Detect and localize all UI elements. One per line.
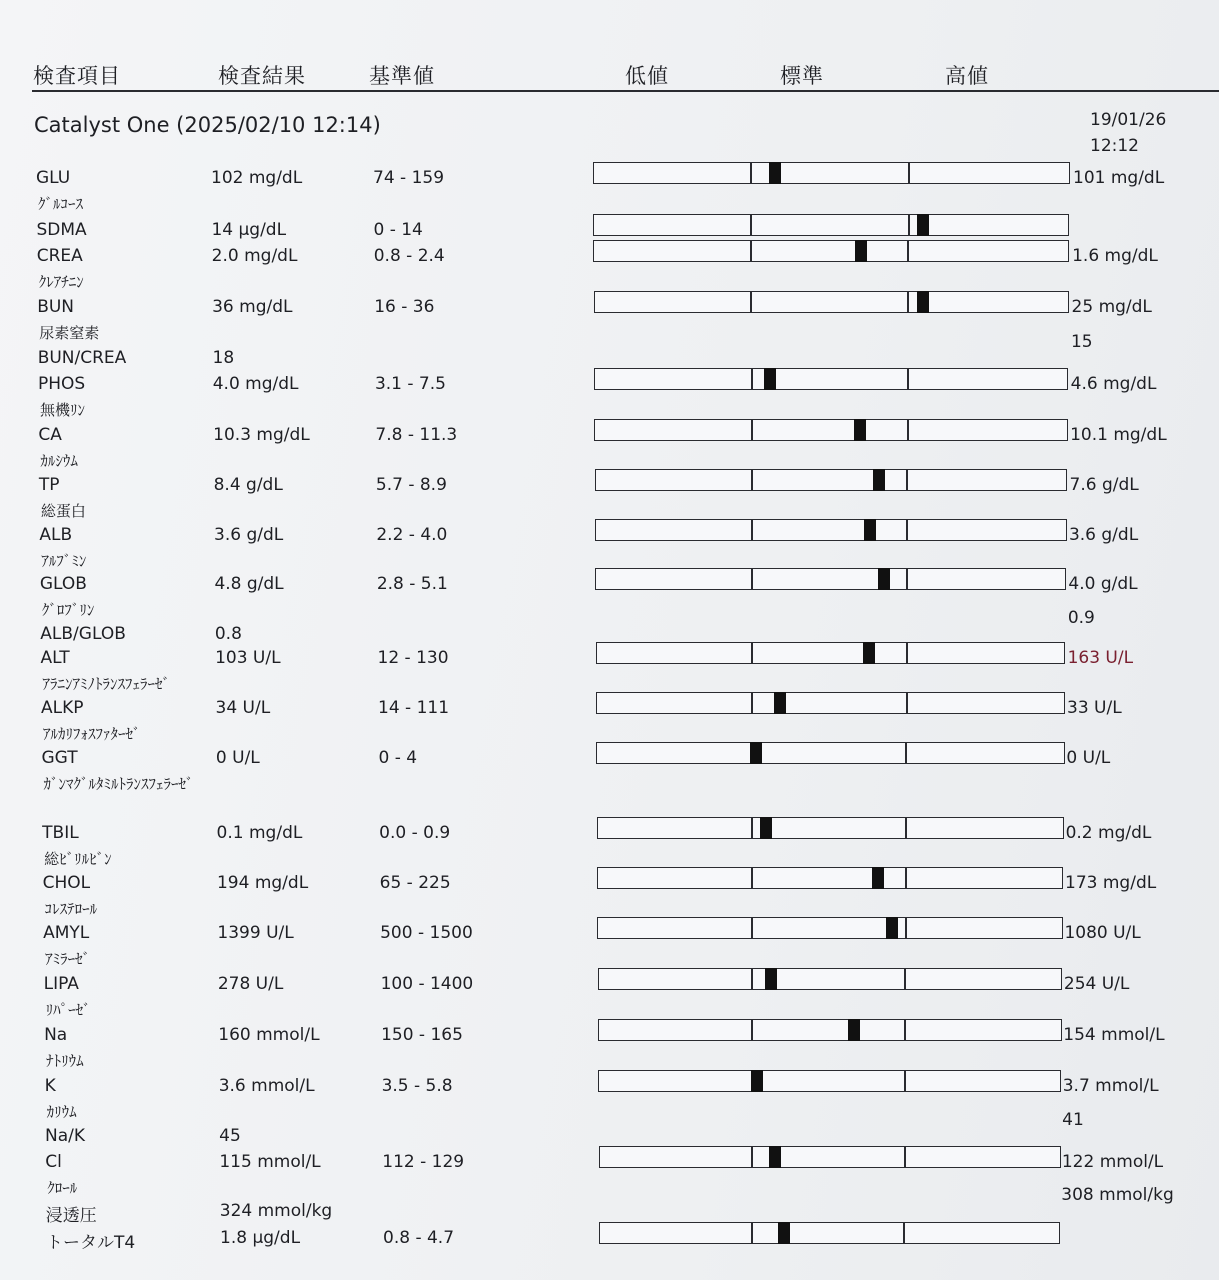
reference-range: 0 - 4 (378, 748, 418, 768)
previous-result: 3.6 g/dL (1068, 525, 1139, 545)
range-divider (751, 692, 753, 714)
reference-range: 74 - 159 (373, 168, 445, 188)
range-divider (904, 968, 906, 990)
test-code: AMYL (43, 923, 90, 943)
test-code: GGT (41, 748, 78, 768)
reference-range: 16 - 36 (374, 297, 435, 317)
test-code: BUN (37, 297, 75, 317)
test-result: 278 U/L (217, 974, 284, 994)
test-code: LIPA (43, 974, 79, 994)
range-divider (906, 469, 908, 491)
reference-range: 150 - 165 (381, 1025, 463, 1045)
range-bar (599, 1222, 1060, 1244)
test-code: BUN/CREA (37, 348, 127, 368)
range-divider (751, 1019, 753, 1041)
range-bar (598, 1019, 1062, 1041)
test-result: 324 mmol/kg (219, 1201, 333, 1221)
test-name-jp: ｶﾘｳﾑ (46, 1103, 77, 1121)
test-name-jp: ｱﾙｶﾘﾌｫｽﾌｧﾀｰｾﾞ (43, 725, 141, 743)
previous-result: 7.6 g/dL (1069, 475, 1139, 495)
range-bar (594, 368, 1068, 390)
header-range: 基準値 (369, 64, 435, 88)
test-result: 10.3 mg/dL (213, 425, 310, 445)
previous-date: 19/01/26 (1090, 110, 1167, 130)
reference-range: 112 - 129 (382, 1152, 465, 1172)
test-result: 18 (212, 348, 235, 368)
range-divider (750, 240, 752, 262)
range-bar (598, 1070, 1061, 1092)
test-code: Cl (45, 1152, 62, 1172)
range-bar (598, 968, 1063, 990)
range-divider (907, 240, 909, 262)
test-result: 45 (219, 1126, 241, 1146)
reference-range: 2.8 - 5.1 (376, 574, 448, 594)
test-code: CHOL (42, 873, 91, 893)
test-name-jp: ｶﾙｼｳﾑ (40, 452, 78, 470)
result-marker (863, 642, 875, 664)
range-divider (751, 568, 753, 590)
test-code: CREA (36, 246, 83, 266)
result-marker (848, 1019, 860, 1041)
test-name-jp: ｸﾚｱﾁﾆﾝ (38, 273, 84, 291)
range-divider (906, 568, 908, 590)
range-bar (597, 917, 1063, 939)
result-marker (917, 214, 929, 236)
test-result: 0.8 (214, 624, 242, 644)
range-divider (751, 867, 753, 889)
range-bar (593, 162, 1070, 184)
analyzer-title: Catalyst One (2025/02/10 12:14) (34, 113, 381, 137)
reference-range: 0.8 - 2.4 (373, 246, 445, 266)
previous-result: 25 mg/dL (1071, 297, 1152, 317)
previous-result: 0.9 (1067, 608, 1095, 628)
test-name-jp: ｺﾚｽﾃﾛｰﾙ (44, 900, 98, 918)
result-marker (878, 568, 890, 590)
test-name-jp: 尿素窒素 (39, 324, 100, 342)
range-divider (751, 1146, 753, 1168)
previous-result: 163 U/L (1067, 648, 1134, 668)
range-divider (751, 419, 753, 441)
test-result: 14 µg/dL (211, 220, 287, 240)
previous-time: 12:12 (1090, 136, 1139, 156)
range-divider (906, 692, 908, 714)
result-marker (765, 968, 777, 990)
range-divider (751, 917, 753, 939)
result-marker (778, 1222, 790, 1244)
header-low: 低値 (625, 64, 669, 88)
test-name-jp: 無機ﾘﾝ (39, 401, 85, 419)
test-code: Na/K (45, 1126, 86, 1146)
range-divider (907, 419, 909, 441)
test-name-jp: ｸﾞﾙｺｰｽ (38, 195, 84, 213)
test-name-jp: ｱﾐﾗｰｾﾞ (45, 950, 91, 968)
previous-result: 154 mmol/L (1063, 1025, 1165, 1045)
range-bar (593, 240, 1069, 262)
range-divider (904, 1146, 906, 1168)
range-bar (595, 568, 1066, 590)
range-divider (908, 214, 910, 236)
previous-result: 15 (1070, 332, 1093, 352)
range-divider (905, 867, 907, 889)
test-name-jp: 総蛋白 (40, 502, 86, 520)
test-result: 4.0 mg/dL (212, 374, 299, 394)
reference-range: 14 - 111 (378, 698, 450, 718)
header-item: 検査項目 (33, 64, 121, 88)
reference-range: 7.8 - 11.3 (375, 425, 458, 445)
result-marker (886, 917, 898, 939)
previous-result: 254 U/L (1063, 974, 1130, 994)
range-divider (908, 162, 910, 184)
test-code: GLOB (39, 574, 87, 594)
header-normal: 標準 (780, 64, 824, 88)
previous-result: 0 U/L (1066, 748, 1111, 768)
test-result: 3.6 mmol/L (218, 1076, 315, 1096)
test-result: 194 mg/dL (216, 873, 309, 893)
reference-range: 0.8 - 4.7 (383, 1228, 455, 1248)
range-divider (750, 214, 752, 236)
previous-result: 41 (1062, 1110, 1084, 1130)
previous-result: 3.7 mmol/L (1062, 1076, 1159, 1096)
test-name-jp: 総ﾋﾞﾘﾙﾋﾞﾝ (44, 850, 112, 868)
reference-range: 3.1 - 7.5 (374, 374, 446, 394)
range-bar (597, 867, 1063, 889)
test-code: 浸透圧 (45, 1206, 97, 1226)
test-result: 34 U/L (215, 698, 271, 718)
result-marker (855, 240, 867, 262)
header-result: 検査結果 (218, 64, 306, 88)
reference-range: 0 - 14 (373, 220, 423, 240)
test-name-jp: ｸﾞﾛﾌﾞﾘﾝ (41, 601, 95, 619)
test-result: 4.8 g/dL (214, 574, 284, 594)
range-bar (594, 291, 1069, 313)
test-result: 160 mmol/L (218, 1025, 320, 1045)
reference-range: 0.0 - 0.9 (379, 823, 451, 843)
range-divider (750, 291, 752, 313)
previous-result: 33 U/L (1067, 698, 1122, 718)
range-bar (594, 419, 1067, 441)
range-bar (593, 214, 1069, 236)
test-code: ALT (40, 648, 70, 668)
test-code: TP (38, 475, 60, 495)
previous-result: 1.6 mg/dL (1072, 246, 1158, 266)
range-divider (907, 368, 909, 390)
range-divider (751, 817, 753, 839)
test-result: 115 mmol/L (219, 1152, 321, 1172)
previous-result: 1080 U/L (1064, 923, 1141, 943)
test-code: CA (38, 425, 62, 445)
range-bar (596, 692, 1065, 714)
previous-result: 122 mmol/L (1061, 1152, 1164, 1172)
range-divider (907, 291, 909, 313)
reference-range: 65 - 225 (379, 873, 451, 893)
test-code: トータルT4 (46, 1233, 136, 1253)
result-marker (854, 419, 866, 441)
range-divider (906, 519, 908, 541)
result-marker (769, 162, 781, 184)
test-result: 1399 U/L (217, 923, 294, 943)
range-divider (905, 817, 907, 839)
result-marker (873, 469, 885, 491)
test-result: 8.4 g/dL (213, 475, 283, 495)
test-code: ALB (39, 525, 73, 545)
header-rule (32, 90, 1219, 92)
previous-result: 173 mg/dL (1065, 873, 1157, 893)
test-result: 3.6 g/dL (214, 525, 284, 545)
test-result: 1.8 µg/dL (220, 1228, 301, 1248)
test-result: 103 U/L (215, 648, 281, 668)
test-result: 0 U/L (215, 748, 260, 768)
test-name-jp: ｱﾗﾆﾝｱﾐﾉﾄﾗﾝｽﾌｪﾗｰｾﾞ (42, 675, 171, 693)
range-divider (751, 519, 753, 541)
test-name-jp: ﾅﾄﾘｳﾑ (46, 1052, 84, 1070)
reference-range: 500 - 1500 (380, 923, 473, 943)
result-marker (760, 817, 772, 839)
reference-range: 100 - 1400 (380, 974, 474, 994)
result-marker (769, 1146, 781, 1168)
reference-range: 2.2 - 4.0 (376, 525, 448, 545)
result-marker (750, 742, 762, 764)
test-result: 0.1 mg/dL (216, 823, 303, 843)
range-divider (904, 1019, 906, 1041)
range-bar (596, 742, 1064, 764)
test-code: ALKP (41, 698, 84, 718)
previous-result: 4.0 g/dL (1068, 574, 1138, 594)
range-bar (596, 642, 1066, 664)
reference-range: 5.7 - 8.9 (375, 475, 447, 495)
previous-result: 4.6 mg/dL (1070, 374, 1157, 394)
previous-result: 308 mmol/kg (1061, 1185, 1174, 1205)
test-code: GLU (36, 168, 71, 188)
previous-result: 101 mg/dL (1073, 168, 1165, 188)
previous-result: 0.2 mg/dL (1065, 823, 1152, 843)
result-marker (774, 692, 786, 714)
reference-range: 3.5 - 5.8 (381, 1076, 453, 1096)
range-divider (751, 368, 753, 390)
range-divider (751, 1222, 753, 1244)
test-name-jp: ｸﾛｰﾙ (47, 1179, 78, 1197)
test-code: Na (44, 1025, 68, 1045)
test-name-jp: ｶﾞﾝﾏｸﾞﾙﾀﾐﾙﾄﾗﾝｽﾌｪﾗｰｾﾞ (43, 775, 194, 793)
result-marker (764, 368, 776, 390)
previous-result: 10.1 mg/dL (1070, 425, 1167, 445)
range-divider (903, 1222, 905, 1244)
range-divider (905, 742, 907, 764)
reference-range: 12 - 130 (377, 648, 449, 668)
test-name-jp: ｱﾙﾌﾞﾐﾝ (41, 552, 87, 570)
range-divider (751, 469, 753, 491)
range-divider (750, 162, 752, 184)
range-divider (751, 642, 753, 664)
test-code: TBIL (42, 823, 79, 843)
test-code: ALB/GLOB (40, 624, 126, 644)
test-name-jp: ﾘﾊﾟｰｾﾞ (45, 1001, 91, 1019)
test-result: 102 mg/dL (211, 168, 303, 188)
result-marker (864, 519, 876, 541)
result-marker (751, 1070, 763, 1092)
test-code: SDMA (36, 220, 87, 240)
test-result: 36 mg/dL (212, 297, 293, 317)
test-code: PHOS (37, 374, 86, 394)
range-bar (595, 519, 1067, 541)
test-result: 2.0 mg/dL (211, 246, 298, 266)
range-divider (905, 917, 907, 939)
range-divider (906, 642, 908, 664)
header-high: 高値 (945, 64, 989, 88)
range-divider (904, 1070, 906, 1092)
range-divider (751, 968, 753, 990)
test-code: K (44, 1076, 56, 1096)
range-bar (597, 817, 1064, 839)
range-bar (595, 469, 1067, 491)
result-marker (917, 291, 929, 313)
range-bar (599, 1146, 1061, 1168)
result-marker (872, 867, 884, 889)
